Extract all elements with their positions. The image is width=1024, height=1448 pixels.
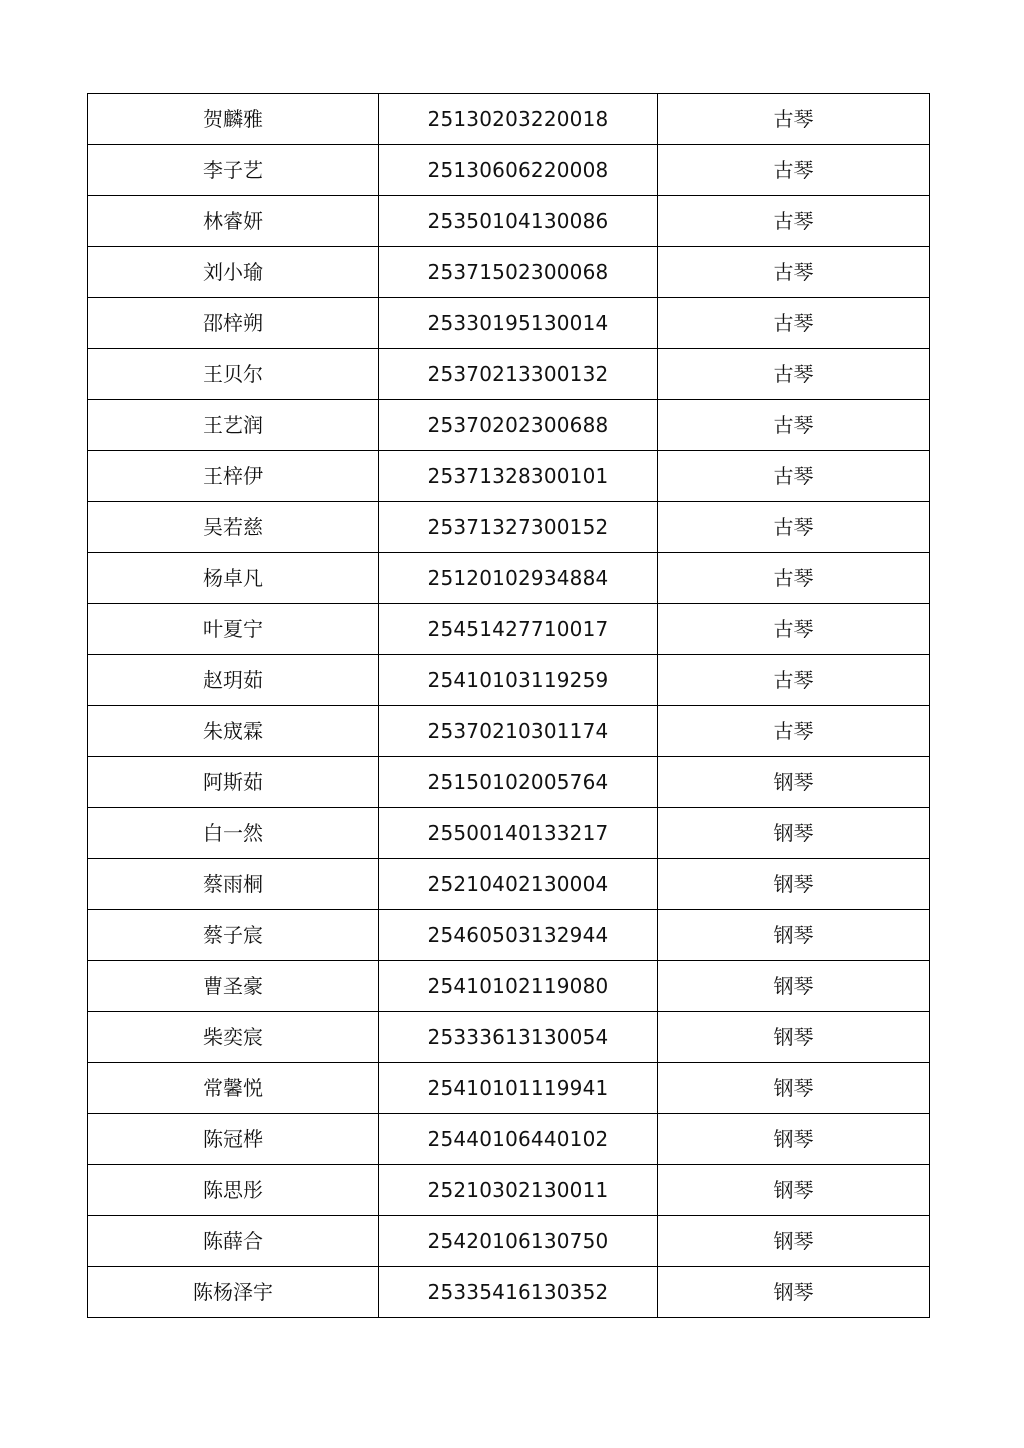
exam-id-cell: 25370213300132 [379,349,658,400]
table-row [88,196,930,247]
major-cell: 钢琴 [658,1267,930,1318]
major-cell: 古琴 [658,706,930,757]
major-cell: 古琴 [658,655,930,706]
exam-id-cell: 25371502300068 [379,247,658,298]
major-cell: 钢琴 [658,1216,930,1267]
table-row [88,1216,930,1267]
table-row [88,451,930,502]
table-row [88,910,930,961]
name-cell: 王梓伊 [88,451,379,502]
exam-id-cell: 25210302130011 [379,1165,658,1216]
name-cell: 杨卓凡 [88,553,379,604]
name-cell: 王艺润 [88,400,379,451]
table-row [88,94,930,145]
major-cell: 古琴 [658,604,930,655]
candidate-table-body [88,94,930,1318]
table-row [88,961,930,1012]
exam-id-cell: 25350104130086 [379,196,658,247]
name-cell: 邵梓朔 [88,298,379,349]
table-row [88,400,930,451]
table-row [88,808,930,859]
exam-id-cell: 25370210301174 [379,706,658,757]
name-cell: 白一然 [88,808,379,859]
table-row [88,298,930,349]
name-cell: 吴若慈 [88,502,379,553]
table-row [88,859,930,910]
exam-id-cell: 25130203220018 [379,94,658,145]
major-cell: 钢琴 [658,859,930,910]
exam-id-cell: 25451427710017 [379,604,658,655]
major-cell: 古琴 [658,349,930,400]
major-cell: 钢琴 [658,1114,930,1165]
table-row [88,706,930,757]
major-cell: 古琴 [658,298,930,349]
exam-id-cell: 25371328300101 [379,451,658,502]
major-cell: 钢琴 [658,910,930,961]
name-cell: 陈杨泽宇 [88,1267,379,1318]
major-cell: 钢琴 [658,1165,930,1216]
table-row [88,502,930,553]
name-cell: 阿斯茹 [88,757,379,808]
table-row [88,349,930,400]
name-cell: 陈思彤 [88,1165,379,1216]
name-cell: 常馨悦 [88,1063,379,1114]
exam-id-cell: 25333613130054 [379,1012,658,1063]
exam-id-cell: 25410102119080 [379,961,658,1012]
major-cell: 古琴 [658,502,930,553]
major-cell: 古琴 [658,400,930,451]
name-cell: 贺麟雅 [88,94,379,145]
exam-id-cell: 25150102005764 [379,757,658,808]
major-cell: 古琴 [658,247,930,298]
exam-id-cell: 25120102934884 [379,553,658,604]
major-cell: 古琴 [658,196,930,247]
name-cell: 刘小瑜 [88,247,379,298]
name-cell: 蔡子宸 [88,910,379,961]
exam-id-cell: 25371327300152 [379,502,658,553]
exam-id-cell: 25500140133217 [379,808,658,859]
name-cell: 柴奕宸 [88,1012,379,1063]
name-cell: 林睿妍 [88,196,379,247]
table-row [88,1063,930,1114]
table-row [88,655,930,706]
name-cell: 叶夏宁 [88,604,379,655]
major-cell: 钢琴 [658,808,930,859]
table-row [88,1114,930,1165]
exam-id-cell: 25210402130004 [379,859,658,910]
table-row [88,1165,930,1216]
table-row [88,1267,930,1318]
exam-id-cell: 25410103119259 [379,655,658,706]
major-cell: 古琴 [658,145,930,196]
exam-id-cell: 25460503132944 [379,910,658,961]
name-cell: 陈冠桦 [88,1114,379,1165]
table-row [88,247,930,298]
major-cell: 钢琴 [658,961,930,1012]
major-cell: 古琴 [658,553,930,604]
table-row [88,145,930,196]
major-cell: 钢琴 [658,1063,930,1114]
exam-id-cell: 25410101119941 [379,1063,658,1114]
exam-id-cell: 25335416130352 [379,1267,658,1318]
table-row [88,553,930,604]
candidate-table [87,93,930,1318]
name-cell: 蔡雨桐 [88,859,379,910]
name-cell: 陈薛合 [88,1216,379,1267]
major-cell: 钢琴 [658,1012,930,1063]
major-cell: 钢琴 [658,757,930,808]
name-cell: 王贝尔 [88,349,379,400]
exam-id-cell: 25330195130014 [379,298,658,349]
name-cell: 李子艺 [88,145,379,196]
major-cell: 古琴 [658,94,930,145]
exam-id-cell: 25370202300688 [379,400,658,451]
major-cell: 古琴 [658,451,930,502]
table-row [88,604,930,655]
exam-id-cell: 25420106130750 [379,1216,658,1267]
name-cell: 曹圣豪 [88,961,379,1012]
table-row [88,757,930,808]
exam-id-cell: 25440106440102 [379,1114,658,1165]
name-cell: 朱宬霖 [88,706,379,757]
table-row [88,1012,930,1063]
name-cell: 赵玥茹 [88,655,379,706]
exam-id-cell: 25130606220008 [379,145,658,196]
